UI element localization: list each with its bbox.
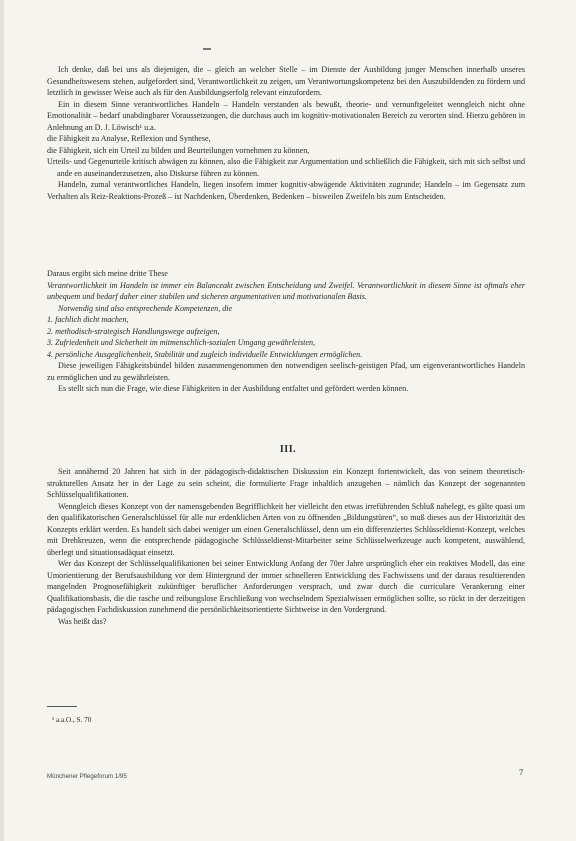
- page-edge-shadow: [0, 0, 4, 841]
- paragraph-responsible-action: Ein in diesem Sinne verantwortliches Handeln – Handeln verstanden als bewußt, theorie- und vernunftgeleitet wenngleich nicht ohne Emotionalität – bedarf unabdingbarer Voraussetzungen, die durchaus auch im kognitiv-motivationalen Bereich zu verorten sind. Hierzu gehören in Anlehnung an D. J. Löwisch¹ u.a.: [47, 99, 525, 132]
- bullet-item: die Fähigkeit zu Analyse, Reflexion und Synthese,: [47, 134, 211, 143]
- paragraph-handeln: Handeln, zumal verantwortliches Handeln, liegen insofern immer kognitiv-abwägende Aktivitäten zugrunde; Handeln – im Gegensatz zum Verhalten als Reiz-Reaktions-Prozeß – ist Nachdenken, Überdenken, Bedenken – bisweilen Zweifeln bis zum Entscheiden.: [47, 180, 525, 201]
- thesis-statement: Verantwortlichkeit im Handeln ist immer ein Balanceakt zwischen Entscheidung und Zweifel. Verantwortlichkeit in diesem Sinne ist oftmals eher unbequem und bedarf daher einer stabilen und sicheren argumentativen und motivationalen Basis.: [47, 280, 525, 301]
- section-three: [47, 466, 525, 627]
- paragraph-key-qualifications: Seit annähernd 20 Jahren hat sich in der pädagogisch-didaktischen Diskussion ein Konzept fortentwickelt, das von seinem theoretisch-strukturellen Ansatz her in der Lage zu sein scheint, die formulierte Frage inhaltlich anzugehen – nämlich das Konzept der sogenannten Schlüsselqualifikationen.: [47, 467, 525, 499]
- section-heading: III.: [279, 444, 297, 455]
- paragraph-question: Was heißt das?: [58, 616, 107, 626]
- page-number: 7: [519, 767, 524, 777]
- paragraph-history: Wer das Konzept der Schlüsselqualifikationen bei seiner Entwicklung Anfang der 70er Jahre ursprünglich eher ein reaktives Modell, das eine Umorientierung der Berufsausbildung vor dem Hintergrund der immer schnelleren Entwicklung des Fachwissens und der daraus resultierenden mangelnden Prognosefähigkeit zukünftiger beruflicher Anforderungen versprach, und zwar durch die curriculare Verankerung einer Qualifikationsbasis, die die rasche und reibungslose Erschließung von wechselndem Spezialwissen ermöglichen sollte, so rückt in der derzeitigen pädagogischen Fachdiskussion zunehmend die persönlichkeitsorientierte Sichtweise in den Vordergrund.: [47, 559, 525, 614]
- thesis-conclusion: Diese jeweiligen Fähigkeitsbündel bilden zusammengenommen den notwendigen seelisch-geistigen Pfad, um eigenverantwortliches Handeln zu ermöglichen und zu gewährleisten.: [47, 361, 525, 382]
- thesis-question: Es stellt sich nun die Frage, wie diese Fähigkeiten in der Ausbildung entfaltet und gefördert werden können.: [58, 384, 409, 393]
- competence-item: 2. methodisch-strategisch Handlungswege aufzeigen,: [47, 326, 220, 336]
- paragraph-key-concept: Wenngleich dieses Konzept von der namensgebenden Begrifflichkeit her vielleicht den etwas irreführenden Schluß nahelegt, es gälte quasi um den qualifikatorischen Generalschlüssel für alle nur erdenklichen Arten von zu öffnenden „Bildungstüren“, so muß dieses aus der Historizität des Konzepts erklärt werden. Es handelt sich dabei weniger um einen Generalschlüssel, denn um ein differenziertes Schlüsseldienst-Konzept, welches mit Drehkreuzen, wenn die entsprechende pädagogische Schlüsseldienst-Mitarbeiter seine Schlüsselwerkzeuge auch kompetent, auswählend, überlegt und situationsadäquat einsetzt.: [47, 501, 525, 557]
- section-one: [47, 64, 525, 202]
- scan-mark: [203, 48, 211, 50]
- paragraph-intro: Ich denke, daß bei uns als diejenigen, die – gleich an welcher Stelle – im Dienste der Ausbildung junger Menschen innerhalb unseres Gesundheitswesens stehen, aufgefordert sind, Verantwortlichkeit zu zeigen, um Verantwortungskompetenz bei den Auszubildenden zu fördern und letztlich in gewisser Weise auch als für den Ausbildungserfolg relevant einzufordern.: [47, 65, 525, 97]
- competence-item: 1. fachlich dicht machen,: [47, 315, 129, 324]
- footnote: ¹ a.a.O., S. 70: [52, 716, 92, 724]
- third-thesis: [47, 268, 525, 395]
- thesis-competences-intro: Notwendig sind also entsprechende Kompetenzen, die: [58, 303, 233, 313]
- journal-footer: Münchener Pflegeforum 1/95: [47, 773, 127, 780]
- footnote-rule: [47, 706, 77, 707]
- competence-item: 4. persönliche Ausgeglichenheit, Stabilität und zugleich individuelle Entwicklungen ermöglichen.: [47, 349, 363, 359]
- bullet-item: die Fähigkeit, sich ein Urteil zu bilden und Beurteilungen vornehmen zu können,: [47, 145, 310, 155]
- bullet-item: Urteils- und Gegenurteile kritisch abwägen zu können, also die Fähigkeit zur Argumentation und schließlich die Fähigkeit, sich mit sich selbst und ande en auseinanderzusetzen, also Diskurse führen zu können.: [47, 157, 525, 178]
- competence-item: 3. Zufriedenheit und Sicherheit im mitmenschlich-sozialen Umgang gewährleisten,: [47, 338, 316, 347]
- thesis-intro: Daraus ergibt sich meine dritte These: [47, 269, 168, 278]
